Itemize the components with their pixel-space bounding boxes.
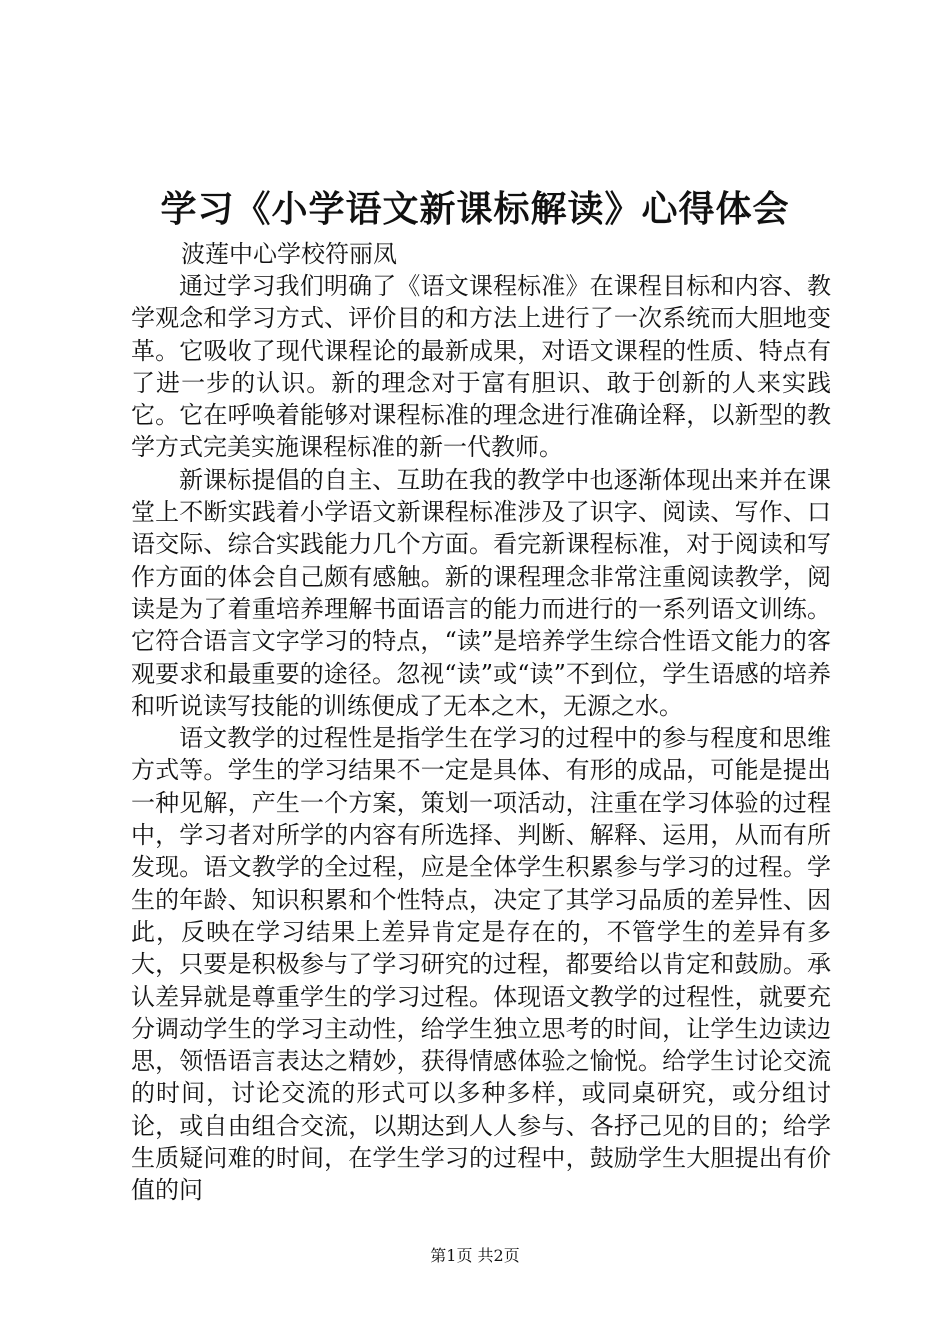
document-title: 学习《小学语文新课标解读》心得体会 [160,188,790,230]
page-number-footer: 第1页 共2页 [430,1246,520,1265]
document-body [131,270,831,1207]
paragraph: 语文教学的过程性是指学生在学习的过程中的参与程度和思维方式等。学生的学习结果不一定是具体、有形的成品，可能是提出一种见解，产生一个方案，策划一项活动，注重在学习体验的过程中，学习者对所学的内容有所选择、判断、解释、运用，从而有所发现。语文教学的全过程，应是全体学生积累参与学习的过程。学生的年龄、知识积累和个性特点，决定了其学习品质的差异性、因此，反映在学习结果上差异肯定是存在的，不管学生的差异有多大，只要是积极参与了学习研究的过程，都要给以肯定和鼓励。承认差异就是尊重学生的学习过程。体现语文教学的过程性，就要充分调动学生的学习主动性，给学生独立思考的时间，让学生边读边思，领悟语言表达之精妙，获得情感体验之愉悦。给学生讨论交流的时间，讨论交流的形式可以多种多样，或同桌研究，或分组讨论，或自由组合交流，以期达到人人参与、各抒己见的目的；给学生质疑问难的时间，在学生学习的过程中，鼓励学生大胆提出有价值的问 [131,724,831,1205]
author-line: 波莲中心学校符丽凤 [181,240,397,268]
paragraph: 通过学习我们明确了《语文课程标准》在课程目标和内容、教学观念和学习方式、评价目的和方法上进行了一次系统而大胆地变革。它吸收了现代课程论的最新成果，对语文课程的性质、特点有了进一步的认识。新的理念对于富有胆识、敢于创新的人来实践它。它在呼唤着能够对课程标准的理念进行准确诠释，以新型的教学方式完美实施课程标准的新一代教师。 [131,272,831,462]
paragraph: 新课标提倡的自主、互助在我的教学中也逐渐体现出来并在课堂上不断实践着小学语文新课程标准涉及了识字、阅读、写作、口语交际、综合实践能力几个方面。看完新课程标准，对于阅读和写作方面的体会自己颇有感触。新的课程理念非常注重阅读教学，阅读是为了着重培养理解书面语言的能力而进行的一系列语文训练。它符合语言文字学习的特点，“读”是培养学生综合性语文能力的客观要求和最重要的途径。忽视“读”或“读”不到位，学生语感的培养和听说读写技能的训练便成了无本之木，无源之水。 [131,465,831,720]
